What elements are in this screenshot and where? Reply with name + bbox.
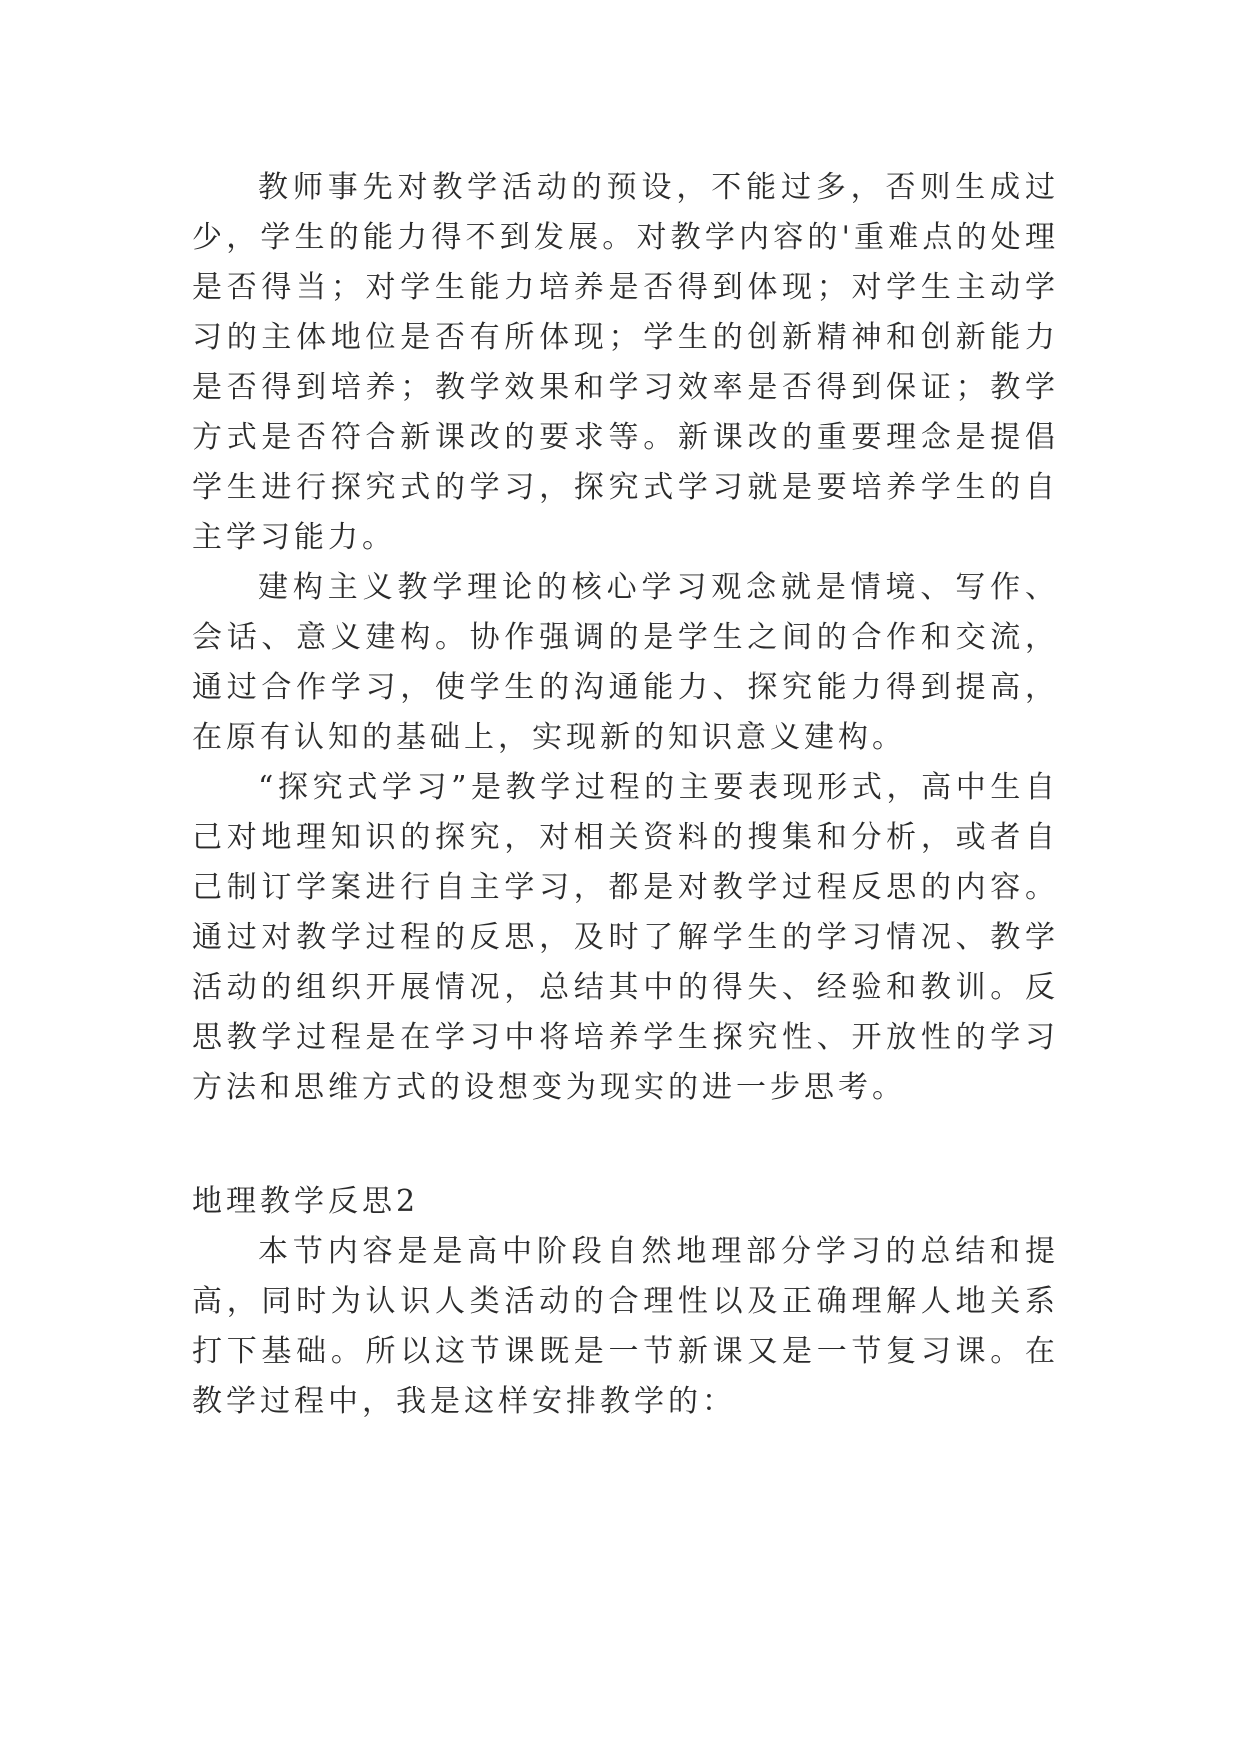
paragraph-3: “探究式学习”是教学过程的主要表现形式，高中生自己对地理知识的探究，对相关资料的搜集和分析，或者自己制订学案进行自主学习，都是对教学过程反思的内容。通过对教学过程的反思，及时了解学生的学习情况、教学活动的组织开展情况，总结其中的得失、经验和教训。反思教学过程是在学习中将培养学生探究性、开放性的学习方法和思维方式的设想变为现实的进一步思考。 [192,770,1059,1105]
document-body [192,163,1059,1427]
paragraph-4: 本节内容是是高中阶段自然地理部分学习的总结和提高，同时为认识人类活动的合理性以及正确理解人地关系打下基础。所以这节课既是一节新课又是一节复习课。在教学过程中，我是这样安排教学的： [192,1234,1059,1419]
paragraph-2: 建构主义教学理论的核心学习观念就是情境、写作、会话、意义建构。协作强调的是学生之间的合作和交流，通过合作学习，使学生的沟通能力、探究能力得到提高，在原有认知的基础上，实现新的知识意义建构。 [192,570,1059,755]
paragraph-1: 教师事先对教学活动的预设，不能过多，否则生成过少，学生的能力得不到发展。对教学内容的'重难点的处理是否得当；对学生能力培养是否得到体现；对学生主动学习的主体地位是否有所体现；学生的创新精神和创新能力是否得到培养；教学效果和学习效率是否得到保证；教学方式是否符合新课改的要求等。新课改的重要理念是提倡学生进行探究式的学习，探究式学习就是要培养学生的自主学习能力。 [192,170,1059,555]
section-heading: 地理教学反思2 [192,1184,420,1219]
